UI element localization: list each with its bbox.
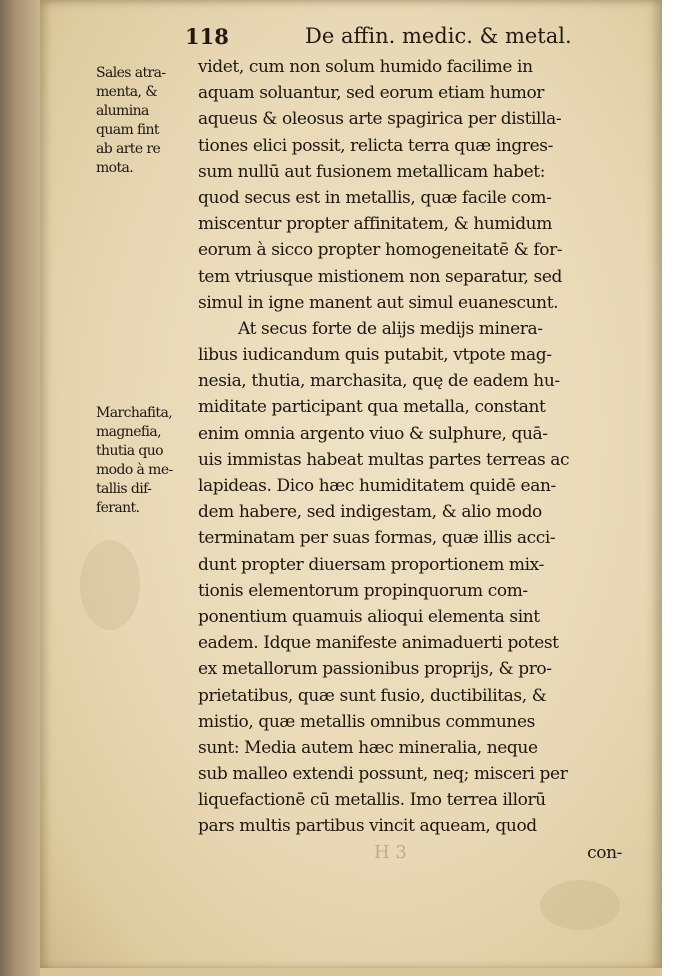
text-line: lapideas. Dico hæc humiditatem quidē ean- (198, 476, 556, 496)
text-line: uis immistas habeat multas partes terreas ac (198, 449, 570, 470)
text-line-paragraph-start: At secus forte de alijs medijs minera- (238, 318, 543, 339)
text-line: eorum à sicco propter homogeneitatē & for- (198, 240, 563, 261)
text-line: sub malleo extendi possunt, neq; misceri per (198, 764, 568, 785)
margin-note-line: magnefia, (96, 424, 161, 440)
book-spine-shadow (0, 0, 40, 976)
text-line: prietatibus, quæ sunt fusio, ductibilitas, & (198, 685, 547, 706)
paper-stain (540, 880, 620, 930)
text-line: simul in igne manent aut simul euanescunt. (198, 292, 559, 313)
text-line: eadem. Idque manifeste animaduerti potest (198, 633, 559, 654)
text-line: liquefactionē cū metallis. Imo terrea illorū (198, 790, 546, 811)
margin-note-line: mota. (96, 160, 134, 176)
text-line: ex metallorum passionibus proprijs, & pro- (198, 659, 552, 680)
margin-note-line: thutia quo (96, 443, 163, 459)
margin-note-line: alumina (96, 103, 149, 119)
margin-note-line: tallis dif- (96, 481, 152, 497)
page-header (185, 22, 625, 52)
margin-note (96, 64, 200, 178)
text-line: sum nullū aut fusionem metallicam habet: (198, 161, 546, 182)
margin-note-line: quam fint (96, 122, 159, 138)
margin-note-line: menta, & (96, 84, 158, 100)
text-line: tem vtriusque mistionem non separatur, sed (198, 266, 563, 287)
text-line: enim omnia argento viuo & sulphure, quā- (198, 423, 548, 444)
margin-note-line: modo à me- (96, 462, 173, 478)
text-line: sunt: Media autem hæc mineralia, neque (198, 737, 538, 758)
text-line: quod secus est in metallis, quæ facile com- (198, 187, 552, 208)
text-line: libus iudicandum quis putabit, vtpote mag- (198, 345, 552, 366)
text-line: pars multis partibus vincit aqueam, quod (198, 816, 537, 837)
margin-note-line: Sales atra- (96, 65, 166, 81)
text-line: mistio, quæ metallis omnibus communes (198, 711, 535, 732)
right-margin (662, 0, 690, 976)
text-line: videt, cum non solum humido facilime in (198, 57, 533, 77)
page-bottom-edge (40, 968, 662, 976)
signature-mark: H 3 (374, 842, 407, 863)
text-line: dunt propter diuersam proportionem mix- (198, 554, 544, 575)
text-line: nesia, thutia, marchasita, quę de eadem hu- (198, 371, 560, 392)
catchword: con- (587, 842, 622, 863)
paper-stain (80, 540, 140, 630)
margin-note-line: ferant. (96, 500, 140, 516)
margin-note (96, 404, 200, 518)
text-line: ponentium quamuis alioqui elementa sint (198, 606, 540, 627)
margin-note-line: ab arte re (96, 141, 161, 157)
page-number: 118 (185, 24, 229, 49)
margin-note-line: Marchafita, (96, 405, 173, 421)
text-line: terminatam per suas formas, quæ illis acci- (198, 528, 556, 549)
body-text (198, 54, 628, 866)
text-line: dem habere, sed indigestam, & alio modo (198, 502, 542, 523)
running-title: De affin. medic. & metal. (305, 24, 572, 48)
text-line: aquam soluantur, sed eorum etiam humor (198, 83, 545, 104)
text-line: tiones elici possit, relicta terra quæ ingres- (198, 135, 553, 156)
text-line: miscentur propter affinitatem, & humidum (198, 214, 552, 235)
text-line: aqueus & oleosus arte spagirica per distilla- (198, 109, 562, 130)
text-line: miditate participant qua metalla, constant (198, 397, 546, 418)
text-line: tionis elementorum propinquorum com- (198, 580, 528, 601)
